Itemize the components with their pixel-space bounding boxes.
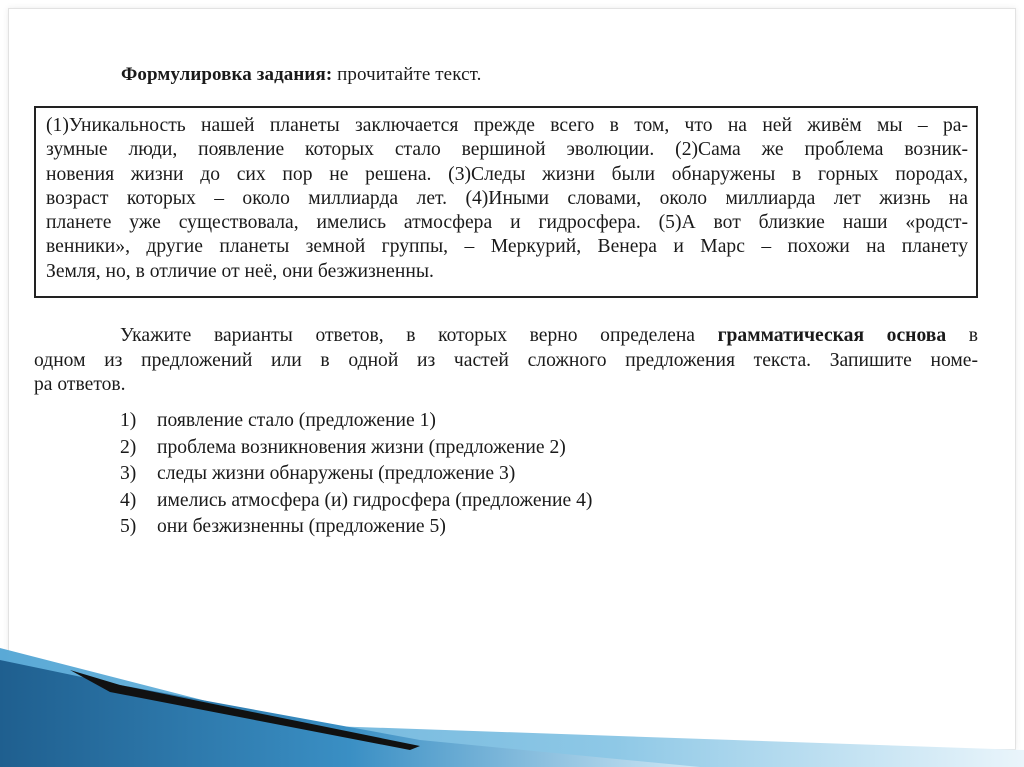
text-line: Земля, но, в отличие от неё, они безжизненны. xyxy=(46,260,434,282)
answer-options-list xyxy=(120,408,592,541)
text-line: возраст которых – около миллиарда лет. (4)Иными словами, около миллиарда лет жизнь на xyxy=(46,187,968,209)
text-line: планете уже существовала, имелись атмосфера и гидросфера. (5)А вот близкие наши «родст- xyxy=(46,212,968,234)
option-text: они безжизненны (предложение 5) xyxy=(157,516,446,537)
option-number: 1) xyxy=(120,410,137,431)
option-number: 2) xyxy=(120,436,137,458)
task-heading-rest: прочитайте текст. xyxy=(332,64,482,85)
option-number: 3) xyxy=(120,463,137,484)
instruction-text: Укажите варианты ответов, в которых верно определена xyxy=(120,325,718,346)
instruction-line: одном из предложений или в одной из частей сложного предложения текста. Запишите номе- xyxy=(34,349,978,371)
answer-option xyxy=(120,461,592,488)
instruction-paragraph xyxy=(34,324,978,398)
answer-option xyxy=(120,514,592,541)
option-text: проблема возникновения жизни (предложение 2) xyxy=(157,436,566,458)
option-text: следы жизни обнаружены (предложение 3) xyxy=(157,463,516,484)
reading-text-box xyxy=(34,106,978,298)
instruction-line: ра ответов. xyxy=(34,374,126,396)
option-number: 4) xyxy=(120,489,137,511)
text-line: (1)Уникальность нашей планеты заключается прежде всего в том, что на ней живём мы – ра- xyxy=(46,115,968,136)
answer-option xyxy=(120,408,592,435)
task-heading xyxy=(121,64,481,86)
answer-option xyxy=(120,435,592,462)
text-line: венники», другие планеты земной группы, – Меркурий, Венера и Марс – похожи на планету xyxy=(46,236,968,258)
instruction-line xyxy=(34,324,978,349)
option-text: имелись атмосфера (и) гидросфера (предложение 4) xyxy=(157,489,593,511)
instruction-bold-term: грамматическая основа xyxy=(717,325,947,346)
option-number: 5) xyxy=(120,516,137,537)
text-line: новения жизни до сих пор не решена. (3)Следы жизни были обнаружены в горных породах, xyxy=(46,163,968,185)
option-text: появление стало (предложение 1) xyxy=(157,410,436,431)
instruction-text: в xyxy=(946,325,979,346)
text-line: зумные люди, появление которых стало вершиной эволюции. (2)Сама же проблема возник- xyxy=(46,139,968,161)
answer-option xyxy=(120,488,592,515)
decorative-ribbon xyxy=(0,630,1024,767)
task-heading-bold: Формулировка задания: xyxy=(121,64,333,85)
